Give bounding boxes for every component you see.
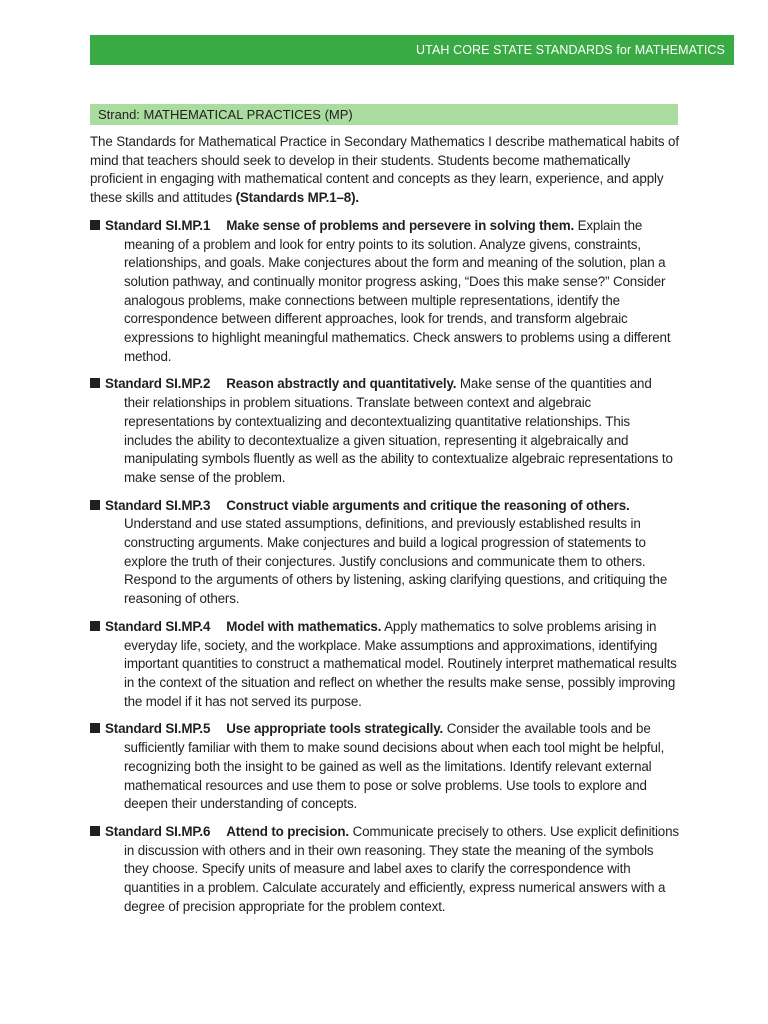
standard-body: Make sense of the quantities and their relationships in problem situations. Translate between context and algebraic representations by contextualizing and decontextualizing quantitative relationships. This includes the ability to decontextualize a given situation, representing it algebraically and manipulating symbols fluently as well as the ability to contextualize algebraic representations to make sense of the problem. xyxy=(124,376,673,485)
square-bullet-icon xyxy=(90,621,100,631)
standard-body: Apply mathematics to solve problems arising in everyday life, society, and the workplace. Make assumptions and approximations, identifying important quantities to construct a mathematical model. Routinely interpret mathematical results in the context of the situation and reflect on whether the results make sense, possibly improving the model if it has not served its purpose. xyxy=(124,618,677,709)
standard-title: Use appropriate tools strategically. xyxy=(226,721,444,737)
standard-item xyxy=(90,618,680,712)
standard-item xyxy=(90,217,680,367)
header-banner xyxy=(90,35,734,65)
intro-text: The Standards for Mathematical Practice in Secondary Mathematics I describe mathematical habits of mind that teachers should seek to develop in their students. Students become mathematically proficient in engaging with mathematical content and concepts as they learn, experience, and apply these skills and attitudes xyxy=(90,134,679,206)
standard-id: Standard SI.MP.3 xyxy=(105,497,211,513)
standard-id: Standard SI.MP.1 xyxy=(105,217,211,233)
standard-body: Explain the meaning of a problem and look for entry points to its solution. Analyze givens, constraints, relationships, and goals. Make conjectures about the form and meaning of the solution, plan a solution pathway, and continually monitor progress asking, “Does this make sense?” Consider analogous problems, make connections between multiple representations, identify the correspondence between different approaches, look for trends, and transform algebraic expressions to highlight meaningful mathematics. Check answers to problems using a different method. xyxy=(124,217,671,364)
header-banner-text: UTAH CORE STATE STANDARDS for MATHEMATICS xyxy=(416,43,725,57)
standard-title: Reason abstractly and quantitatively. xyxy=(226,376,457,392)
document-body xyxy=(90,133,680,925)
intro-standards-reference: (Standards MP.1–8). xyxy=(235,190,359,206)
square-bullet-icon xyxy=(90,500,100,510)
strand-heading-text: Strand: MATHEMATICAL PRACTICES (MP) xyxy=(98,107,353,122)
standard-title: Construct viable arguments and critique the reasoning of others. xyxy=(226,497,630,513)
standard-id: Standard SI.MP.6 xyxy=(105,823,211,839)
standard-item xyxy=(90,375,680,487)
standard-body: Communicate precisely to others. Use explicit definitions in discussion with others and in their own reasoning. They state the meaning of the symbols they choose. Specify units of measure and label axes to clarify the correspondence with quantities in a problem. Calculate accurately and efficiently, express numerical answers with a degree of precision appropriate for the problem context. xyxy=(124,823,679,914)
standard-item xyxy=(90,720,680,814)
standard-title: Model with mathematics. xyxy=(226,618,382,634)
standard-body: Consider the available tools and be sufficiently familiar with them to make sound decisions about when each tool might be helpful, recognizing both the insight to be gained as well as the limitations. Identify relevant external mathematical resources and use them to pose or solve problems. Use tools to explore and deepen their understanding of concepts. xyxy=(124,721,665,812)
strand-heading xyxy=(90,104,678,125)
square-bullet-icon xyxy=(90,723,100,733)
square-bullet-icon xyxy=(90,220,100,230)
standard-body: Understand and use stated assumptions, definitions, and previously established results in constructing arguments. Make conjectures and build a logical progression of statements to explore the truth of their conjectures. Justify conclusions and communicate them to others. Respond to the arguments of others by listening, asking clarifying questions, and critiquing the reasoning of others. xyxy=(124,516,668,607)
standard-title: Attend to precision. xyxy=(226,823,349,839)
standard-id: Standard SI.MP.5 xyxy=(105,721,211,737)
standard-id: Standard SI.MP.2 xyxy=(105,376,211,392)
standard-title: Make sense of problems and persevere in solving them. xyxy=(226,217,575,233)
standard-item xyxy=(90,823,680,917)
standard-id: Standard SI.MP.4 xyxy=(105,618,211,634)
square-bullet-icon xyxy=(90,378,100,388)
square-bullet-icon xyxy=(90,826,100,836)
intro-paragraph xyxy=(90,133,680,208)
standard-item xyxy=(90,497,680,609)
